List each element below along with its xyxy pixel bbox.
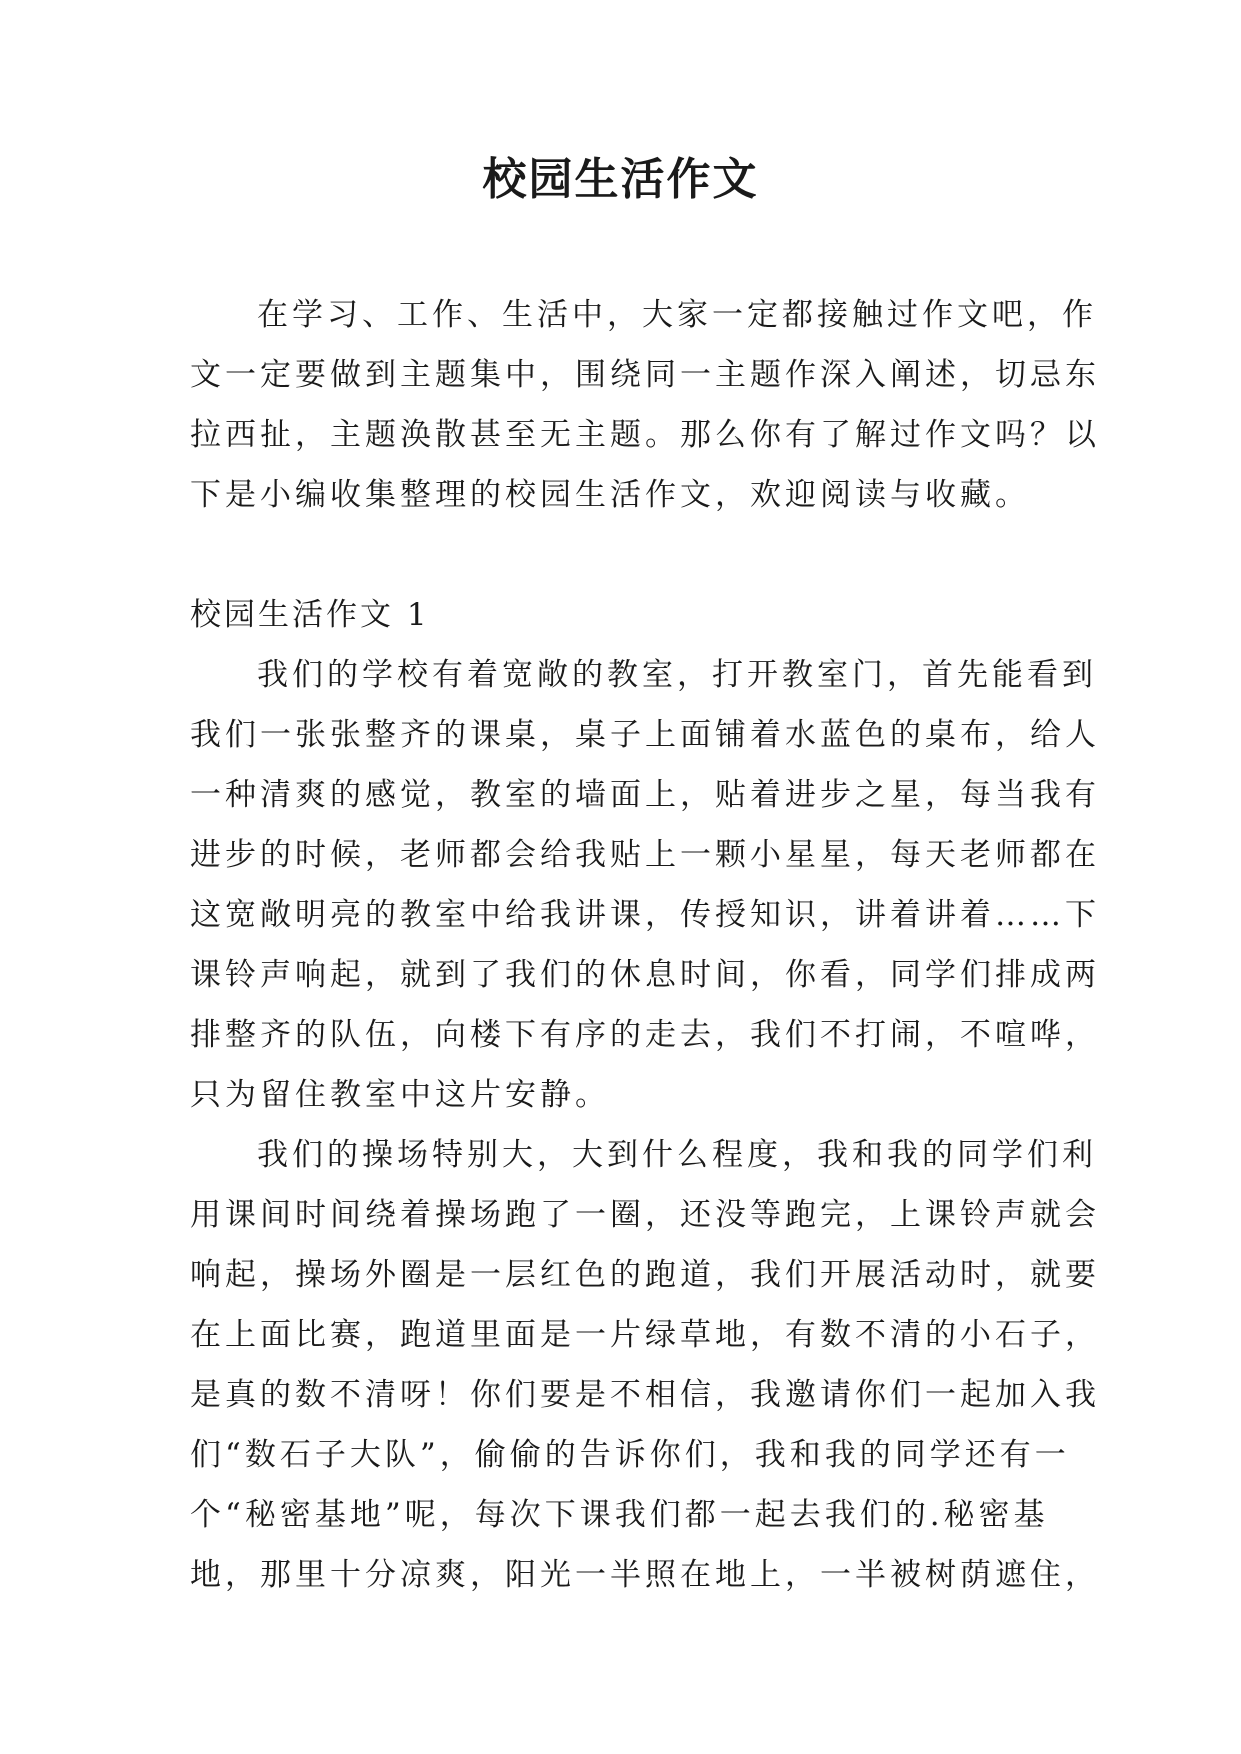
paragraph-line: 课铃声响起，就到了我们的休息时间，你看，同学们排成两 xyxy=(190,957,1100,993)
intro-line: 下是小编收集整理的校园生活作文，欢迎阅读与收藏。 xyxy=(190,477,1030,513)
paragraph-line: 我们一张张整齐的课桌，桌子上面铺着水蓝色的桌布，给人 xyxy=(190,717,1100,753)
paragraph-line: 地，那里十分凉爽，阳光一半照在地上，一半被树荫遮住， xyxy=(190,1557,1100,1593)
intro-line: 文一定要做到主题集中，围绕同一主题作深入阐述，切忌东 xyxy=(190,357,1100,393)
paragraph-line: 这宽敞明亮的教室中给我讲课，传授知识，讲着讲着……下 xyxy=(190,897,1100,933)
paragraph-line: 们“数石子大队”，偷偷的告诉你们，我和我的同学还有一 xyxy=(190,1437,1070,1473)
paragraph-line: 排整齐的队伍，向楼下有序的走去，我们不打闹，不喧哗， xyxy=(190,1017,1100,1053)
document-body xyxy=(190,285,1100,1605)
paragraph-line: 我们的学校有着宽敞的教室，打开教室门，首先能看到 xyxy=(257,657,1097,693)
paragraph-line: 进步的时候，老师都会给我贴上一颗小星星，每天老师都在 xyxy=(190,837,1100,873)
paragraph-line: 用课间时间绕着操场跑了一圈，还没等跑完，上课铃声就会 xyxy=(190,1197,1100,1233)
paragraph-line: 一种清爽的感觉，教室的墙面上，贴着进步之星，每当我有 xyxy=(190,777,1100,813)
section-heading: 校园生活作文 1 xyxy=(190,597,430,633)
intro-line: 在学习、工作、生活中，大家一定都接触过作文吧，作 xyxy=(257,297,1097,333)
section-spacer xyxy=(190,525,1050,585)
paragraph-line: 在上面比赛，跑道里面是一片绿草地，有数不清的小石子， xyxy=(190,1317,1100,1353)
paragraph-line: 是真的数不清呀！你们要是不相信，我邀请你们一起加入我 xyxy=(190,1377,1100,1413)
paragraph-line: 个“秘密基地”呢，每次下课我们都一起去我们的.秘密基 xyxy=(190,1497,1049,1533)
paragraph-line: 响起，操场外圈是一层红色的跑道，我们开展活动时，就要 xyxy=(190,1257,1100,1293)
paragraph-line: 只为留住教室中这片安静。 xyxy=(190,1077,610,1113)
intro-line: 拉西扯，主题涣散甚至无主题。那么你有了解过作文吗？以 xyxy=(190,417,1100,453)
document-title: 校园生活作文 xyxy=(482,154,759,205)
paragraph-line: 我们的操场特别大，大到什么程度，我和我的同学们利 xyxy=(257,1137,1097,1173)
